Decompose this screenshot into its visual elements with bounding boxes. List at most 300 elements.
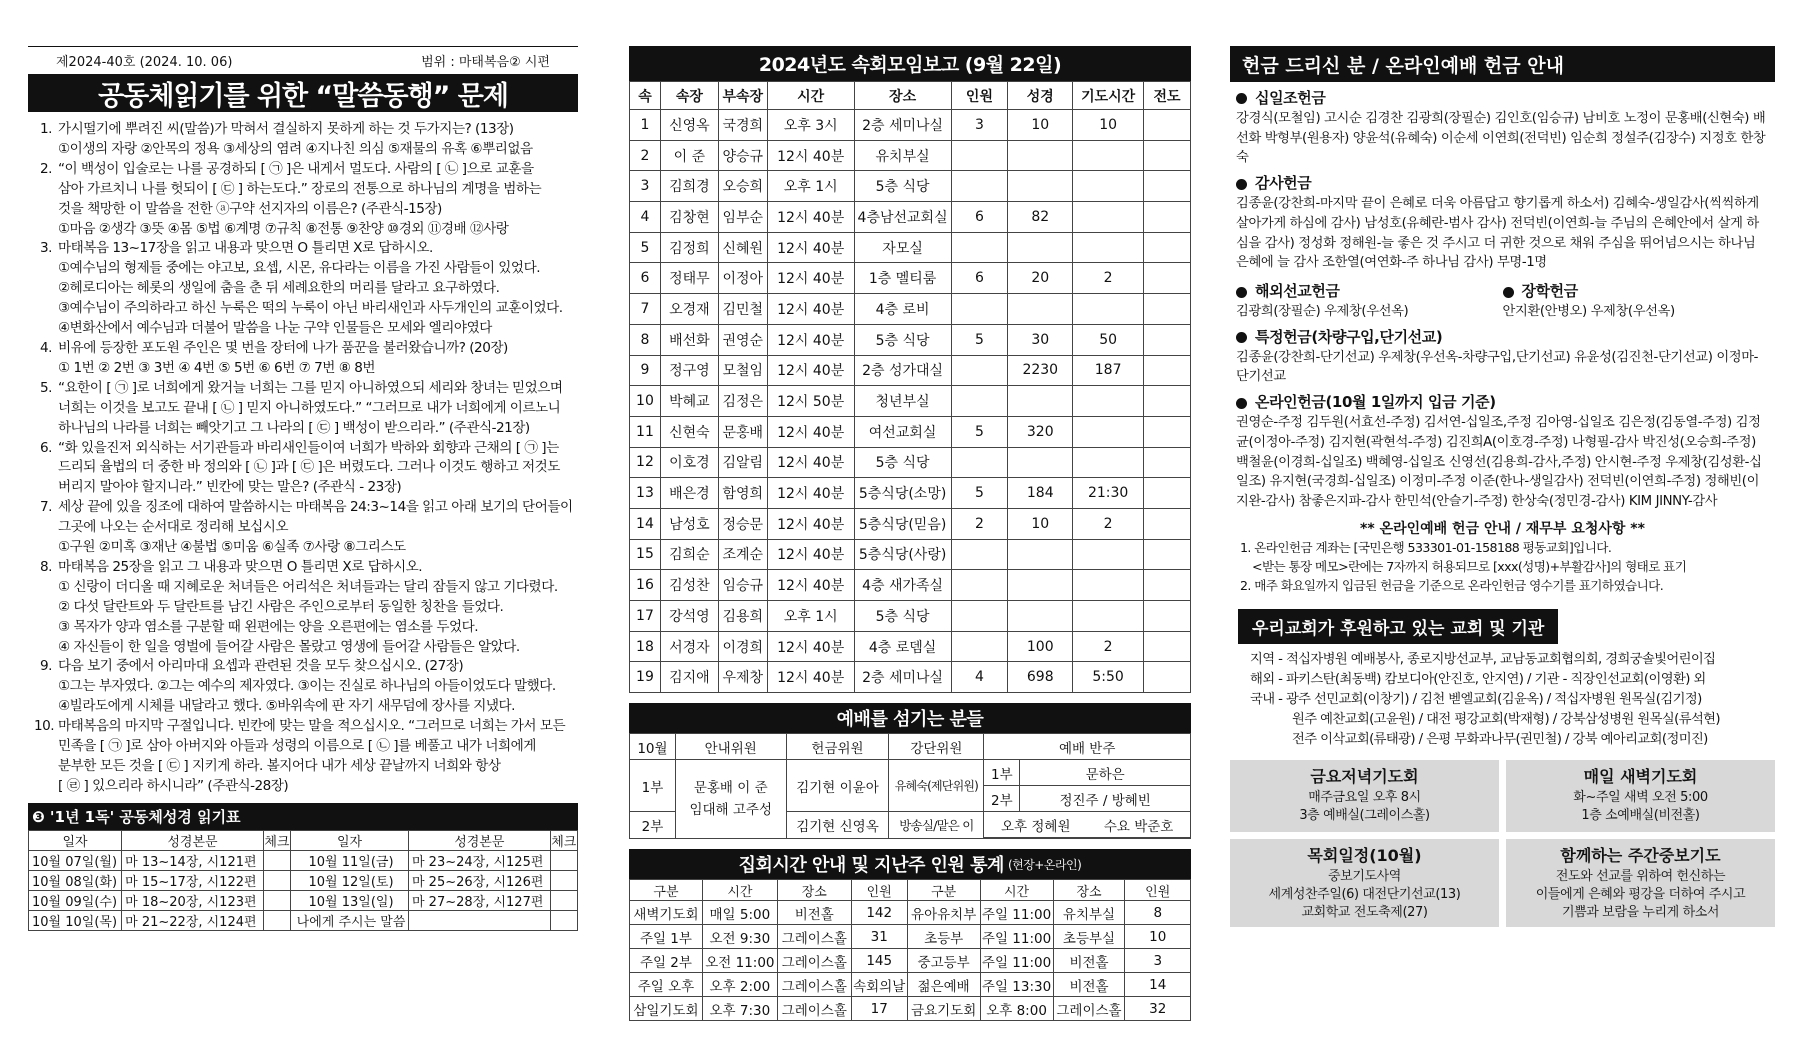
column-header: 일자	[29, 830, 122, 850]
online-title: 온라인헌금(10월 1일까지 입금 기준)	[1255, 393, 1496, 412]
table-cell: 12시 40분	[767, 232, 854, 263]
table-cell: 3	[630, 171, 661, 202]
table-cell: 남성호	[660, 508, 718, 539]
table-cell: 유아유치부	[907, 901, 980, 925]
table-cell	[550, 870, 577, 890]
bullet-icon	[1236, 332, 1247, 343]
question-line: 민족을 [ ㉠ ]로 삼아 아버지와 아들과 성령의 이름으로 [ ㉡ ]를 베풀고 내가 너희에게	[58, 738, 536, 755]
reading-plan-title: ❸ '1년 1독' 공동체성경 읽기표	[28, 803, 578, 830]
table-cell: 오승희	[718, 171, 767, 202]
table-cell	[550, 910, 577, 930]
offering2-names: 김기현 신영옥	[786, 812, 889, 839]
table-cell: 12시 40분	[767, 539, 854, 570]
table-row	[630, 570, 1191, 601]
table-cell: 10월 10일(목)	[29, 910, 122, 930]
table-cell: 오후 7:30	[702, 997, 777, 1021]
column-header: 장소	[777, 880, 851, 901]
table-cell: 권영순	[718, 324, 767, 355]
question-line: 마태복음 25장을 읽고 그 내용과 맞으면 O 틀리면 X로 답하시오.	[58, 558, 423, 575]
column-header: 성경본문	[408, 830, 550, 850]
table-cell	[1144, 355, 1191, 386]
question-line: ①구원 ②미혹 ③재난 ④불법 ⑤미움 ⑥실족 ⑦사랑 ⑧그리스도	[58, 539, 406, 556]
table-cell	[1144, 631, 1191, 662]
question-line: 가시떨기에 뿌려진 씨(말씀)가 막혀서 결실하지 못하게 하는 것 두가지는? (13장)	[58, 121, 514, 137]
table-cell: 비전홀	[777, 901, 851, 925]
table-cell: 중고등부	[907, 949, 980, 973]
table-cell: 19	[630, 662, 661, 693]
table-cell: 우제창	[718, 662, 767, 693]
table-cell: 조계순	[718, 539, 767, 570]
table-row	[630, 662, 1191, 693]
table-cell	[1144, 601, 1191, 632]
table-row	[29, 850, 578, 870]
table-cell: 6	[630, 263, 661, 294]
reading-plan-table	[28, 830, 578, 931]
table-cell: 12시 40분	[767, 263, 854, 294]
question-line: ① 신랑이 더디올 때 지혜로운 처녀들은 어리석은 처녀들과는 달리 잠들지 않고 기다렸다.	[58, 578, 558, 595]
table-cell	[1144, 447, 1191, 478]
table-cell: 김정희	[660, 232, 718, 263]
table-cell: 배선화	[660, 324, 718, 355]
question-number: 4.	[40, 339, 52, 356]
column-header: 장소	[854, 82, 951, 110]
table-cell: 10월 12일(토)	[291, 870, 409, 890]
reading-scope: 범위 : 마태복음② 시편	[421, 55, 550, 70]
table-cell: 8	[1125, 901, 1191, 925]
table-cell: 문홍배	[718, 416, 767, 447]
stats-table	[629, 879, 1191, 1021]
table-cell: 임승규	[718, 570, 767, 601]
table-cell: 김희경	[660, 171, 718, 202]
team1-name: 문하은	[1020, 760, 1191, 786]
table-cell: 주일 13:30	[980, 973, 1053, 997]
question-line: 세상 끝에 있을 징조에 대하여 말씀하시는 마태복음 24:3~14을 읽고 아래 보기의 단어들이	[58, 499, 573, 516]
table-cell: 오후 3시	[767, 110, 854, 141]
table-cell: 10	[1073, 110, 1144, 141]
table-cell: 12시 40분	[767, 202, 854, 233]
table-cell: 320	[1008, 416, 1073, 447]
question-number: 1.	[40, 121, 52, 137]
table-cell: 마 23~24장, 시125편	[408, 850, 550, 870]
table-cell: 젊은예배	[907, 973, 980, 997]
bullet-icon	[1236, 179, 1247, 190]
question-line: ③예수님이 주의하라고 하신 누룩은 떡의 누룩이 아닌 바리새인과 사두개인의 교훈이었다.	[58, 300, 563, 317]
team2-label: 2부	[984, 786, 1020, 812]
table-cell	[1073, 447, 1144, 478]
issue-bar	[28, 46, 578, 74]
table-cell	[1144, 478, 1191, 509]
table-cell: 50	[1073, 324, 1144, 355]
column-header: 속장	[660, 82, 718, 110]
table-cell: 이정아	[718, 263, 767, 294]
table-cell: 배은경	[660, 478, 718, 509]
table-cell	[1144, 416, 1191, 447]
table-row	[630, 355, 1191, 386]
thanks-names: 김종윤(강찬희-마지막 끝이 은혜로 더욱 아름답고 향기롭게 하소서) 김혜숙-생일감사(씩씩하게 살아가게 하심에 감사) 남성호(유혜란-범사 감사) 전덕빈(이연희-늘 주님의 은혜안에서 살게 하심을 감사) 정성화 정해원-늘 좋은 것 주시고 더 귀한 것으로 채워 주심을 뛰어넘으시는 하나님 은혜에 늘 감사 조한열(여연화-주 하나님 감사) 무명-1명	[1236, 195, 1759, 271]
notice-line-1: 1. 온라인헌금 계좌는 [국민은행 533301-01-158188 평동교회]입니다.	[1240, 539, 1612, 555]
table-cell	[951, 355, 1008, 386]
table-cell: 주일 11:00	[980, 901, 1053, 925]
table-cell: 양승규	[718, 140, 767, 171]
table-cell	[1144, 232, 1191, 263]
table-cell: 100	[1008, 631, 1073, 662]
table-row	[630, 202, 1191, 233]
table-cell: 32	[1125, 997, 1191, 1021]
info-box-title: 목회일정(10월)	[1307, 845, 1422, 865]
table-cell: 5층식당(사랑)	[854, 539, 951, 570]
table-cell: 오후 1시	[767, 601, 854, 632]
table-cell: 매일 5:00	[702, 901, 777, 925]
info-box-line: 1층 소예배실(비전홀)	[1581, 807, 1700, 823]
table-cell: 이경희	[718, 631, 767, 662]
table-row	[630, 386, 1191, 417]
question-text	[58, 160, 578, 240]
table-cell	[1073, 171, 1144, 202]
team-header: 예배 반주	[984, 734, 1191, 760]
table-cell: 김지애	[660, 662, 718, 693]
scholar-title: 장학헌금	[1521, 282, 1578, 301]
table-row	[630, 949, 1191, 973]
table-cell: 오전 11:00	[702, 949, 777, 973]
table-cell	[1073, 601, 1144, 632]
question-item	[34, 439, 578, 499]
report-table	[629, 81, 1191, 693]
table-cell: 오경재	[660, 294, 718, 325]
table-cell: 금요기도회	[907, 997, 980, 1021]
question-text	[58, 379, 578, 439]
table-cell	[951, 294, 1008, 325]
usher-header: 안내위원	[675, 734, 786, 760]
question-line: “이 백성이 입술로는 나를 공경하되 [ ㉠ ]은 내게서 멀도다. 사람의 [ ㉡ ]으로 교훈을	[58, 160, 534, 177]
special-names: 김종윤(강찬희-단기선교) 우제창(우선옥-차량구입,단기선교) 유윤성(김진천-단기선교) 이정마-단기선교	[1236, 349, 1759, 385]
table-row	[630, 294, 1191, 325]
table-cell: 10월 11일(금)	[291, 850, 409, 870]
table-cell: 12시 40분	[767, 355, 854, 386]
table-cell: 국경희	[718, 110, 767, 141]
table-cell	[951, 386, 1008, 417]
offering-column	[1230, 46, 1775, 927]
table-cell: 10월 13일(일)	[291, 890, 409, 910]
table-row	[630, 539, 1191, 570]
question-line: 그곳에 나오는 순서대로 정리해 보십시오	[58, 519, 289, 536]
table-cell	[263, 870, 290, 890]
altar1-names: 유혜숙(제단위원)	[889, 760, 984, 812]
question-list	[28, 112, 578, 797]
table-cell: 이호경	[660, 447, 718, 478]
question-item	[34, 239, 578, 339]
question-text	[58, 439, 578, 499]
tithe-names: 강경식(모철임) 고시순 김경찬 김광희(장필순) 김인호(임승규) 남비호 노정이 문홍배(신현숙) 배선화 박형부(원용자) 양윤석(유혜숙) 이순세 이연희(전덕빈) 임순희 정설주(김장수) 지정호 한창숙	[1236, 110, 1766, 166]
online-names: 권영순-주정 김두원(서효선-주정) 김서연-십일조,주정 김아영-십일조 김은정(김동열-주정) 김정균(이정아-주정) 김지현(곽현석-주정) 김진희A(이호경-주정) 나형필-감사 박진성(오승희-주정) 백철윤(이경희-십일조) 백혜영-십일조 신영선(김용희-감사,주정) 안시현-주정 우제창(김성환-십일조) 유지현(국경희-십일조) 이정미-주정 이준(한나-생일감사) 전덕빈(이연희-주정) 정해빈(이지완-감사) 참좋은지파-감사 한민석(안슬기-주정) 한상숙(정민경-감사) KIM JINNY-감사	[1236, 414, 1762, 510]
info-box-line: 세계성찬주일(6) 대전단기선교(13)	[1268, 886, 1461, 902]
table-cell: 12시 50분	[767, 386, 854, 417]
question-number: 8.	[40, 558, 52, 575]
table-cell: 7	[630, 294, 661, 325]
question-item	[34, 657, 578, 717]
question-line: 것을 책망한 이 말씀을 전한 ⓐ구약 선지자의 이름은? (주관식-15장)	[58, 200, 442, 217]
table-cell: 주일 1부	[630, 925, 703, 949]
table-cell	[1008, 601, 1073, 632]
table-cell: 13	[630, 478, 661, 509]
table-cell: 12시 40분	[767, 140, 854, 171]
quiz-column	[28, 46, 578, 931]
stats-title: 집회시간 안내 및 지난주 인원 통계 (현장+온라인)	[629, 849, 1191, 879]
question-line: 마태복음의 마지막 구절입니다. 빈칸에 맞는 말을 적으십시오. “그러므로 너희는 가서 모든	[58, 718, 566, 735]
question-number: 2.	[40, 160, 52, 177]
table-cell	[951, 232, 1008, 263]
table-cell: 새벽기도회	[630, 901, 703, 925]
table-cell: 12시 40분	[767, 631, 854, 662]
table-row	[29, 870, 578, 890]
table-cell: 정구영	[660, 355, 718, 386]
table-cell: 142	[851, 901, 907, 925]
table-cell: 20	[1008, 263, 1073, 294]
table-cell: 10	[1008, 110, 1073, 141]
table-cell: 16	[630, 570, 661, 601]
question-line: ①이생의 자랑 ②안목의 정욕 ③세상의 염려 ④지나친 의심 ⑤재물의 유혹 ⑥뿌리없음	[58, 140, 533, 157]
table-cell	[550, 890, 577, 910]
table-cell: 신현숙	[660, 416, 718, 447]
question-line: “화 있을진저 외식하는 서기관들과 바리새인들이여 너희가 박하와 회향과 근채의 [ ㉠ ]는	[58, 439, 559, 456]
info-box-line: 기쁨과 보람을 누리게 하소서	[1561, 904, 1720, 920]
table-cell	[1144, 202, 1191, 233]
table-cell: 주일 오후	[630, 973, 703, 997]
table-cell	[1144, 324, 1191, 355]
table-cell	[1144, 110, 1191, 141]
offering-list	[1230, 82, 1775, 512]
question-line: 너희는 이것을 보고도 끝내 [ ㉡ ] 믿지 아니하였도다.” “그러므로 내가 너희에게 이르노니	[58, 399, 561, 416]
table-cell: 김알림	[718, 447, 767, 478]
table-cell	[951, 601, 1008, 632]
question-line: ②헤로디아는 헤롯의 생일에 춤을 춘 뒤 세례요한의 머리를 달라고 요구하였다.	[58, 280, 500, 297]
table-cell: 마 13~14장, 시121편	[122, 850, 264, 870]
usher-names: 문홍배 이 준 임대해 고주성	[675, 760, 786, 839]
table-cell: 정승문	[718, 508, 767, 539]
thanks-title: 감사헌금	[1255, 174, 1312, 193]
table-cell: 4층 새가족실	[854, 570, 951, 601]
tithe-title: 십일조헌금	[1255, 89, 1326, 107]
question-line: 하나님의 나라를 너희는 빼앗기고 그 나라의 [ ㉢ ] 백성이 받으리라.” (주관식-21장)	[58, 419, 530, 436]
support-line: 원주 예찬교회(고윤원) / 대전 평강교회(박재형) / 강북삼성병원 원목실(류석현)	[1292, 711, 1721, 727]
info-box-line: 매주금요일 오후 8시	[1308, 789, 1421, 805]
table-cell	[1008, 539, 1073, 570]
table-cell: 10	[630, 386, 661, 417]
question-line: “요한이 [ ㉠ ]로 너희에게 왔거늘 너희는 그를 믿지 아니하였으되 세리와 창녀는 믿었으며	[58, 379, 563, 396]
table-cell: 12시 40분	[767, 662, 854, 693]
table-cell: 마 25~26장, 시126편	[408, 870, 550, 890]
table-cell	[1073, 202, 1144, 233]
bullet-icon	[1236, 287, 1247, 298]
info-boxes	[1230, 760, 1775, 927]
table-cell	[1144, 539, 1191, 570]
table-cell	[1144, 570, 1191, 601]
table-cell	[1008, 447, 1073, 478]
table-cell: 오후 8:00	[980, 997, 1053, 1021]
table-cell	[263, 910, 290, 930]
question-item	[34, 498, 578, 558]
table-cell: 주일 2부	[630, 949, 703, 973]
question-text	[58, 558, 578, 658]
altar2-names: 방송실/맡은 이	[889, 812, 984, 839]
column-header: 구분	[907, 880, 980, 901]
table-cell: 4	[630, 202, 661, 233]
table-cell: 신혜원	[718, 232, 767, 263]
table-cell	[951, 539, 1008, 570]
table-cell: 12	[630, 447, 661, 478]
table-cell: 2	[630, 140, 661, 171]
info-box-title: 금요저녁기도회	[1310, 766, 1419, 786]
table-row	[630, 508, 1191, 539]
table-cell	[1008, 232, 1073, 263]
table-cell: 17	[630, 601, 661, 632]
table-cell: 12시 40분	[767, 447, 854, 478]
table-cell: 2	[951, 508, 1008, 539]
table-cell: 유치부실	[854, 140, 951, 171]
info-box-line: 중보기도사역	[1328, 868, 1401, 884]
table-cell: 17	[851, 997, 907, 1021]
table-cell: 오전 9:30	[702, 925, 777, 949]
table-cell: 2	[1073, 263, 1144, 294]
question-line: ③ 목자가 양과 염소를 구분할 때 왼편에는 양을 오른편에는 염소를 두었다.	[58, 618, 479, 635]
table-cell: 여선교회실	[854, 416, 951, 447]
table-cell: 오후 1시	[767, 171, 854, 202]
question-text	[58, 717, 578, 797]
table-cell	[550, 850, 577, 870]
table-row	[630, 171, 1191, 202]
table-cell	[1008, 140, 1073, 171]
info-box	[1230, 760, 1499, 832]
table-cell: 1	[630, 110, 661, 141]
question-line: ① 1번 ② 2번 ③ 3번 ④ 4번 ⑤ 5번 ⑥ 6번 ⑦ 7번 ⑧ 8번	[58, 359, 376, 376]
question-line: ④빌라도에게 시체를 내달라고 했다. ⑤바위속에 판 자기 새무덤에 장사를 지냈다.	[58, 698, 515, 715]
info-box-line: 전도와 선교를 위하여 헌신하는	[1555, 868, 1726, 884]
table-cell	[951, 140, 1008, 171]
question-text	[58, 498, 578, 558]
table-cell: 11	[630, 416, 661, 447]
table-cell	[1144, 294, 1191, 325]
table-cell: 서경자	[660, 631, 718, 662]
question-line: ② 다섯 달란트와 두 달란트를 남긴 사람은 주인으로부터 동일한 칭찬을 들었다.	[58, 598, 504, 615]
question-number: 6.	[40, 439, 52, 456]
table-cell: 주일 11:00	[980, 949, 1053, 973]
column-header: 기도시간	[1073, 82, 1144, 110]
table-cell: 초등부실	[1053, 925, 1125, 949]
offering1-names: 김기현 이윤아	[786, 760, 889, 812]
question-item	[34, 558, 578, 658]
offering-title: 헌금 드리신 분 / 온라인예배 헌금 안내	[1230, 46, 1775, 82]
table-cell: 마 21~22장, 시124편	[122, 910, 264, 930]
table-cell: 145	[851, 949, 907, 973]
question-line: 비유에 등장한 포도원 주인은 몇 번을 장터에 나가 품꾼을 불러왔습니까? (20장)	[58, 339, 508, 356]
worship-month: 10월	[630, 734, 676, 760]
table-cell: 5	[951, 324, 1008, 355]
question-line: ①그는 부자였다. ②그는 예수의 제자였다. ③이는 진실로 하나님의 아들이었도다 말했다.	[58, 678, 556, 695]
table-cell: 10	[1008, 508, 1073, 539]
table-cell: 12시 40분	[767, 294, 854, 325]
question-text	[58, 657, 578, 717]
scholar-names: 안지환(안병오) 우제창(우선옥)	[1502, 303, 1675, 319]
support-line: 해외 - 파키스탄(최동백) 캄보디아(안진호, 안지연) / 기관 - 직장인선교회(이영환) 외	[1250, 671, 1706, 687]
column-header: 체크	[263, 830, 290, 850]
question-number: 7.	[40, 499, 52, 516]
table-cell: 김희순	[660, 539, 718, 570]
table-cell: 그레이스홀	[777, 973, 851, 997]
table-cell: 15	[630, 539, 661, 570]
column-header: 체크	[550, 830, 577, 850]
info-box	[1230, 839, 1499, 927]
question-item	[34, 339, 578, 379]
table-cell	[263, 850, 290, 870]
table-cell: 2층 성가대실	[854, 355, 951, 386]
question-line: ④ 자신들이 한 일을 영벌에 들어갈 사람은 몰랐고 영생에 들어갈 사람들은 알았다.	[58, 638, 520, 655]
table-cell	[1144, 171, 1191, 202]
table-cell: 2	[1073, 631, 1144, 662]
table-cell	[1144, 508, 1191, 539]
table-cell: 5층 식당	[854, 447, 951, 478]
question-item	[34, 717, 578, 797]
support-line: 전주 이삭교회(류태광) / 은평 무화과나무(권민철) / 강북 예아리교회(정미진)	[1292, 731, 1708, 747]
table-cell	[1144, 263, 1191, 294]
question-line: [ ㉣ ] 있으리라 하시니라” (주관식-28장)	[58, 777, 289, 794]
table-cell: 그레이스홀	[1053, 997, 1125, 1021]
table-cell	[951, 447, 1008, 478]
table-cell: 12시 40분	[767, 508, 854, 539]
table-cell: 5	[951, 478, 1008, 509]
table-row	[630, 997, 1191, 1021]
bullet-icon	[1236, 93, 1247, 104]
table-cell: 6	[951, 263, 1008, 294]
team1-label: 1부	[984, 760, 1020, 786]
table-cell: 이 준	[660, 140, 718, 171]
question-line: 드리되 율법의 더 중한 바 정의와 [ ㉡ ]과 [ ㉢ ]은 버렸도다. 그러나 이것도 행하고 저것도	[58, 459, 560, 476]
table-cell: 유치부실	[1053, 901, 1125, 925]
table-cell: 10월 09일(수)	[29, 890, 122, 910]
table-row	[630, 324, 1191, 355]
team3-wednesday: 수요 박준호	[1103, 818, 1174, 835]
table-cell: 1층 멜티룸	[854, 263, 951, 294]
question-line: 삼아 가르치니 나를 헛되이 [ ㉢ ] 하는도다.” 장로의 전통으로 하나님의 계명을 범하는	[58, 180, 542, 197]
question-line: ①마음 ②생각 ③뜻 ④몸 ⑤법 ⑥계명 ⑦규칙 ⑧전통 ⑨찬양 ⑩경외 ⑪경배 ⑫사랑	[58, 220, 509, 237]
table-cell	[951, 631, 1008, 662]
table-cell: 5	[951, 416, 1008, 447]
table-row	[630, 232, 1191, 263]
special-title: 특정헌금(차량구입,단기선교)	[1255, 327, 1443, 346]
table-cell	[1008, 171, 1073, 202]
support-line: 국내 - 광주 선민교회(이창기) / 김천 벧엘교회(김윤옥) / 적십자병원 원목실(김기정)	[1250, 691, 1702, 707]
worship-title: 예배를 섬기는 분들	[629, 703, 1191, 733]
table-cell: 12시 40분	[767, 416, 854, 447]
table-cell: 강석영	[660, 601, 718, 632]
table-cell: 5층식당(소망)	[854, 478, 951, 509]
info-box-line: 3층 예배실(그레이스홀)	[1299, 807, 1430, 823]
table-cell: 비전홀	[1053, 949, 1125, 973]
table-cell: 5	[630, 232, 661, 263]
altar-header: 강단위원	[889, 734, 984, 760]
info-box-title: 함께하는 주간중보기도	[1560, 845, 1721, 865]
support-line: 지역 - 적십자병원 예배봉사, 종로지방선교부, 교남동교회협의회, 경희궁솔빛어린이집	[1250, 651, 1716, 667]
table-cell: 정태무	[660, 263, 718, 294]
info-box	[1506, 760, 1775, 832]
column-header: 부속장	[718, 82, 767, 110]
table-cell: 14	[1125, 973, 1191, 997]
table-cell	[1073, 294, 1144, 325]
table-cell: 김성찬	[660, 570, 718, 601]
support-list	[1230, 650, 1775, 750]
table-cell: 5층 식당	[854, 601, 951, 632]
table-cell	[1073, 570, 1144, 601]
table-cell: 3	[951, 110, 1008, 141]
table-cell	[1008, 570, 1073, 601]
